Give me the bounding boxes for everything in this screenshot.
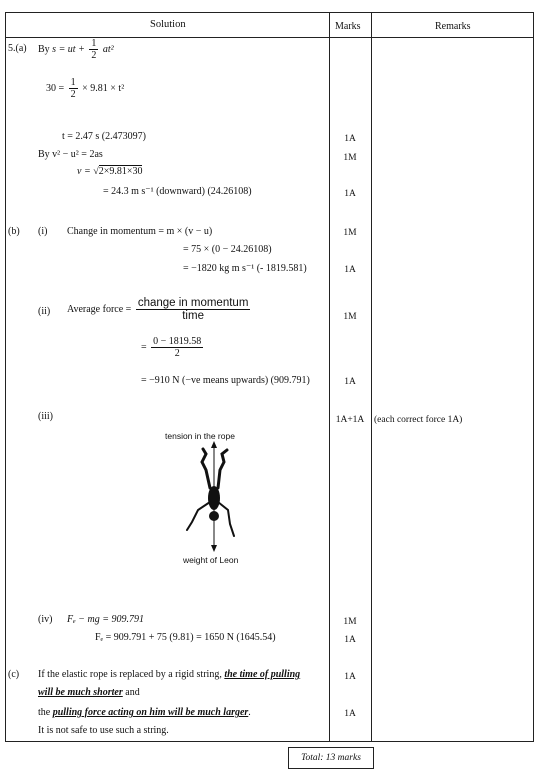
q5c-line1-pre: If the elastic rope is replaced by a rigid string, — [38, 669, 222, 680]
tension-label: tension in the rope — [165, 431, 235, 441]
q5b-i-line1: Change in momentum = m × (v − u) — [67, 226, 213, 237]
q5c-line4: It is not safe to use such a string. — [38, 725, 169, 736]
q5c-line3-pre: the — [38, 707, 51, 718]
q5b-ii-fraction — [136, 297, 251, 322]
q5a-frac2-den: 2 — [70, 89, 76, 100]
table-top-border — [5, 12, 534, 13]
right-leg — [218, 450, 227, 488]
q5a-eq2-lhs: 30 = — [46, 82, 65, 94]
q5b-ii-fraction2 — [151, 336, 203, 359]
weight-label: weight of Leon — [183, 555, 239, 565]
q5c-line3-ul: pulling force acting on him will be much larger — [52, 707, 249, 718]
q5b-i-line3: = −1820 kg m s⁻¹ (- 1819.581) — [183, 263, 307, 274]
remark-iii: (each correct force 1A) — [374, 415, 463, 425]
marks-remarks-divider — [371, 12, 372, 741]
q5b-iii-label: (iii) — [38, 411, 53, 422]
q5b-iv-line2: Fₑ = 909.791 + 75 (9.81) = 1650 N (1645.54) — [95, 632, 276, 643]
mark-i1: 1M — [343, 228, 357, 238]
q5c-line1 — [38, 669, 300, 680]
mark-iv2: 1A — [344, 635, 356, 645]
q5a-frac2-num: 1 — [70, 77, 76, 88]
mark-i3: 1A — [344, 265, 356, 275]
table-right-border — [533, 12, 534, 741]
q5a-eq1-rhs: at² — [102, 43, 114, 55]
q5b-ii-eq2 — [141, 336, 205, 359]
q5a-frac-num: 1 — [91, 38, 97, 49]
q5a-by-v: By v² − u² = 2as — [38, 149, 103, 160]
mark-t: 1A — [344, 134, 356, 144]
q5a-v-lhs: v = — [77, 166, 91, 177]
body — [208, 486, 220, 510]
q5a-eq1 — [38, 38, 114, 61]
total-marks-box: Total: 13 marks — [288, 747, 374, 769]
q5c-line1-ul: the time of pulling — [224, 669, 301, 680]
q5c-label: (c) — [8, 669, 20, 680]
q5a-frac-den: 2 — [91, 50, 97, 61]
q5a-label: 5.(a) — [8, 43, 27, 54]
q5a-t-result: t = 2.47 s (2.473097) — [62, 131, 146, 142]
q5b-iv-line1: Fₑ − mg = 909.791 — [67, 614, 144, 625]
q5b-ii-eq — [67, 297, 252, 322]
mark-v: 1A — [344, 189, 356, 199]
q5c-line2-ul: will be much shorter — [38, 687, 123, 698]
q5a-v-eq — [77, 166, 142, 177]
free-body-diagram — [170, 440, 250, 555]
solution-header: Solution — [150, 19, 186, 30]
q5b-ii-frac-num: change in momentum — [137, 297, 249, 309]
q5c-line3 — [38, 707, 251, 718]
head — [209, 511, 219, 521]
q5b-ii-avg: Average force = — [67, 303, 132, 315]
q5b-label: (b) — [8, 226, 20, 237]
left-leg — [202, 449, 210, 488]
q5a-half-fraction — [89, 38, 98, 61]
q5b-ii-result: = −910 N (−ve means upwards) (909.791) — [141, 375, 310, 386]
q5a-eq2-rhs: × 9.81 × t² — [82, 82, 125, 94]
q5a-eq2 — [46, 77, 124, 100]
weight-arrowhead — [211, 545, 217, 552]
mark-c2: 1A — [344, 709, 356, 719]
q5b-ii-frac2-num: 0 − 1819.58 — [153, 336, 202, 347]
mark-ii3: 1A — [344, 377, 356, 387]
mark-ii1: 1M — [343, 312, 357, 322]
q5a-v-sqrt: 2×9.81×30 — [98, 166, 143, 177]
q5b-i-line2: = 75 × (0 − 24.26108) — [183, 244, 272, 255]
q5b-ii-equals: = — [141, 341, 147, 353]
q5b-i-label: (i) — [38, 226, 48, 237]
mark-iv1: 1M — [343, 617, 357, 627]
q5b-ii-label: (ii) — [38, 306, 51, 317]
q5a-eq1-lhs: s = ut + — [52, 43, 85, 55]
q5c-line2-post: and — [125, 687, 140, 698]
left-arm — [187, 502, 210, 530]
q5b-iv-label: (iv) — [38, 614, 53, 625]
remarks-header: Remarks — [435, 21, 471, 32]
q5b-ii-frac-den: time — [182, 310, 204, 322]
mark-iii: 1A+1A — [335, 415, 365, 425]
q5c-line3-post: . — [248, 707, 251, 718]
table-bottom-border — [5, 741, 534, 742]
tension-arrowhead — [211, 441, 217, 448]
q5b-ii-frac2-den: 2 — [174, 348, 180, 359]
mark-by: 1M — [343, 153, 357, 163]
q5a-half-fraction-2 — [69, 77, 78, 100]
q5a-by-label: By — [38, 43, 50, 55]
table-left-border — [5, 12, 6, 741]
q5c-line2 — [38, 687, 140, 698]
mark-c1: 1A — [344, 672, 356, 682]
marks-header: Marks — [335, 21, 361, 32]
right-arm — [218, 502, 234, 536]
sqrt-sign: √ — [93, 166, 99, 177]
q5a-v-result: = 24.3 m s⁻¹ (downward) (24.26108) — [103, 186, 252, 197]
